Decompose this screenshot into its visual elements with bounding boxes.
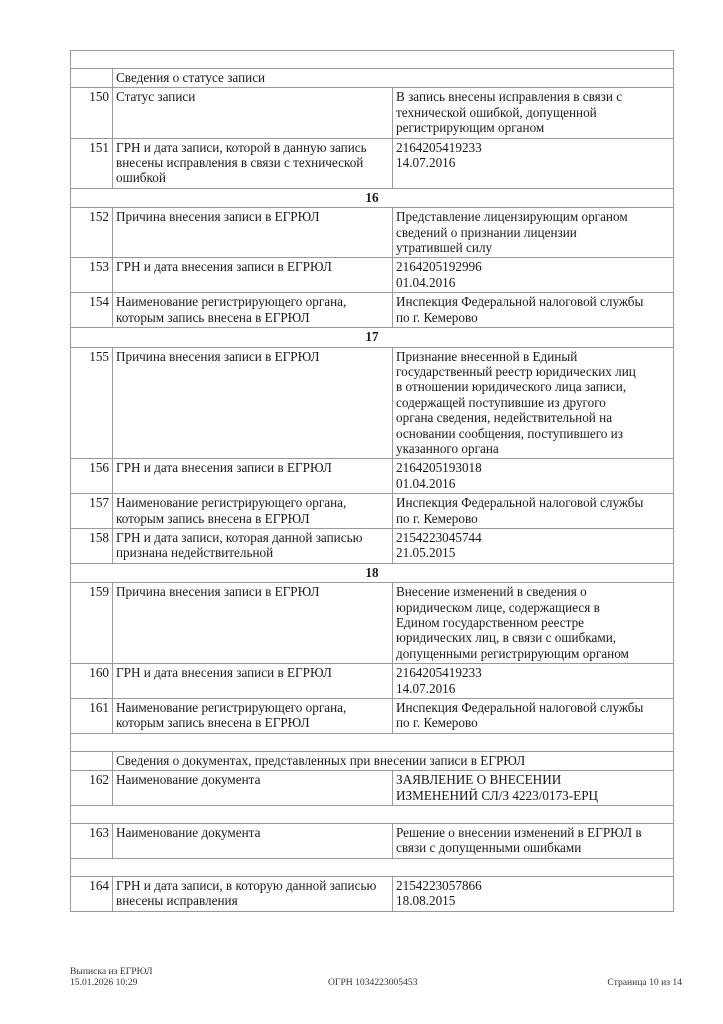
table-row [71, 583, 674, 664]
row-value-line: по г. Кемерово [396, 309, 478, 325]
row-value-line: Инспекция Федеральной налоговой службы [396, 700, 644, 716]
row-value-line: по г. Кемерово [396, 715, 478, 731]
group-header-row [71, 563, 674, 582]
row-value-line: Инспекция Федеральной налоговой службы [396, 294, 644, 310]
row-value [393, 771, 674, 806]
row-label: Причина внесения записи в ЕГРЮЛ [113, 583, 393, 664]
row-value-line: Представление лицензирующим органом [396, 209, 628, 225]
row-value [393, 459, 674, 494]
row-value-line: 21.05.2015 [396, 545, 456, 561]
footer-page-number: Страница 10 из 14 [607, 977, 682, 988]
row-value-line: юридическом лице, содержащиеся в [396, 599, 600, 615]
row-value-line: юридических лиц, в связи с ошибками, [396, 630, 617, 646]
row-value [393, 208, 674, 258]
row-label: Наименование регистрирующего органа, которым запись внесена в ЕГРЮЛ [113, 494, 393, 529]
row-value [393, 258, 674, 293]
blank-row [71, 733, 674, 751]
row-value-line: ИЗМЕНЕНИЙ СЛ/З 4223/0173-ЕРЦ [396, 787, 599, 803]
row-label: ГРН и дата внесения записи в ЕГРЮЛ [113, 664, 393, 699]
row-value-line: 14.07.2016 [396, 155, 456, 171]
row-value-line: Едином государственном реестре [396, 615, 585, 630]
row-number: 150 [71, 88, 113, 138]
row-label: ГРН и дата записи, которой в данную запись внесены исправления в связи с технической ошибкой [113, 138, 393, 188]
section-header-row [71, 751, 674, 770]
row-value [393, 293, 674, 328]
row-value-line: 2164205192996 [396, 259, 482, 275]
footer-left [70, 966, 153, 988]
table-row [71, 293, 674, 328]
row-value [393, 824, 674, 859]
row-value-line: 18.08.2015 [396, 893, 456, 909]
table-row [71, 347, 674, 459]
row-value-line: сведений о признании лицензии [396, 224, 577, 240]
row-label: Статус записи [113, 88, 393, 138]
row-value-line: ЗАЯВЛЕНИЕ О ВНЕСЕНИИ [396, 772, 562, 788]
row-number: 164 [71, 876, 113, 911]
row-value-line: допущенными регистрирующим органом [396, 645, 629, 661]
group-number: 17 [71, 328, 674, 347]
section-header-row [71, 69, 674, 88]
row-value-line: 2164205419233 [396, 139, 482, 155]
row-number: 151 [71, 138, 113, 188]
row-label: Наименование регистрирующего органа, которым запись внесена в ЕГРЮЛ [113, 293, 393, 328]
table-row [71, 88, 674, 138]
row-value-line: 2154223057866 [396, 877, 482, 893]
row-value [393, 138, 674, 188]
table-row [71, 664, 674, 699]
row-value [393, 494, 674, 529]
row-value-line: связи с допущенными ошибками [396, 840, 582, 856]
row-value-line: регистрирующим органом [396, 120, 545, 136]
row-number: 153 [71, 258, 113, 293]
table-row [71, 824, 674, 859]
row-value-line: Признание внесенной в Единый [396, 348, 578, 364]
row-value-line: в отношении юридического лица записи, [396, 379, 627, 395]
row-value-line: основании сообщения, поступившего из [396, 425, 623, 441]
row-number: 152 [71, 208, 113, 258]
row-number: 156 [71, 459, 113, 494]
row-value-line: Внесение изменений в сведения о [396, 584, 587, 600]
section-title-documents: Сведения о документах, представленных при внесении записи в ЕГРЮЛ [113, 751, 674, 770]
group-number: 18 [71, 563, 674, 582]
blank-row [71, 858, 674, 876]
row-value-line: Решение о внесении изменений в ЕГРЮЛ в [396, 825, 642, 841]
row-number: 162 [71, 771, 113, 806]
table-row [71, 258, 674, 293]
row-number: 157 [71, 494, 113, 529]
row-value-line: технической ошибкой, допущенной [396, 104, 597, 120]
footer-datetime: 15.01.2026 10:29 [70, 977, 138, 988]
row-label: Наименование документа [113, 824, 393, 859]
row-label: Причина внесения записи в ЕГРЮЛ [113, 347, 393, 459]
row-value [393, 347, 674, 459]
row-value-line: 2154223045744 [396, 529, 482, 545]
row-value-line: 2164205419233 [396, 665, 482, 681]
row-value [393, 583, 674, 664]
table-row [71, 459, 674, 494]
group-header-row [71, 188, 674, 207]
egrul-record-table [70, 50, 674, 912]
blank-row [71, 51, 674, 69]
row-value [393, 876, 674, 911]
group-header-row [71, 328, 674, 347]
row-value [393, 664, 674, 699]
row-value [393, 699, 674, 734]
row-value-line: утратившей силу [396, 240, 493, 256]
row-label: ГРН и дата записи, в которую данной записью внесены исправления [113, 876, 393, 911]
row-value-line: 01.04.2016 [396, 274, 456, 290]
row-label: ГРН и дата записи, которая данной записью признана недействительной [113, 528, 393, 563]
table-row [71, 876, 674, 911]
row-value [393, 528, 674, 563]
row-number: 154 [71, 293, 113, 328]
row-number: 163 [71, 824, 113, 859]
row-label: ГРН и дата внесения записи в ЕГРЮЛ [113, 459, 393, 494]
row-label: Наименование регистрирующего органа, которым запись внесена в ЕГРЮЛ [113, 699, 393, 734]
row-value-line: содержащей поступившие из другого [396, 394, 606, 410]
row-value-line: Инспекция Федеральной налоговой службы [396, 495, 644, 511]
footer-ogrn: ОГРН 1034223005453 [328, 977, 418, 988]
table-row [71, 494, 674, 529]
row-value-line: 2164205193018 [396, 460, 482, 476]
row-value-line: указанного органа [396, 440, 499, 456]
section-title-status: Сведения о статусе записи [113, 69, 674, 88]
table-row [71, 528, 674, 563]
row-label: Причина внесения записи в ЕГРЮЛ [113, 208, 393, 258]
row-value [393, 88, 674, 138]
table-row [71, 771, 674, 806]
row-number: 158 [71, 528, 113, 563]
table-row [71, 138, 674, 188]
row-value-line: государственный реестр юридических лиц [396, 363, 636, 379]
row-value-line: 14.07.2016 [396, 680, 456, 696]
group-number: 16 [71, 188, 674, 207]
blank-row [71, 806, 674, 824]
row-label: ГРН и дата внесения записи в ЕГРЮЛ [113, 258, 393, 293]
table-row [71, 699, 674, 734]
row-number: 161 [71, 699, 113, 734]
row-value-line: 01.04.2016 [396, 475, 456, 491]
row-number: 155 [71, 347, 113, 459]
row-number: 160 [71, 664, 113, 699]
row-label: Наименование документа [113, 771, 393, 806]
row-value-line: по г. Кемерово [396, 510, 478, 526]
table-row [71, 208, 674, 258]
row-value-line: органа сведения, недействительной на [396, 410, 613, 426]
footer-doc-type: Выписка из ЕГРЮЛ [70, 966, 153, 977]
row-number: 159 [71, 583, 113, 664]
row-value-line: В запись внесены исправления в связи с [396, 89, 623, 105]
